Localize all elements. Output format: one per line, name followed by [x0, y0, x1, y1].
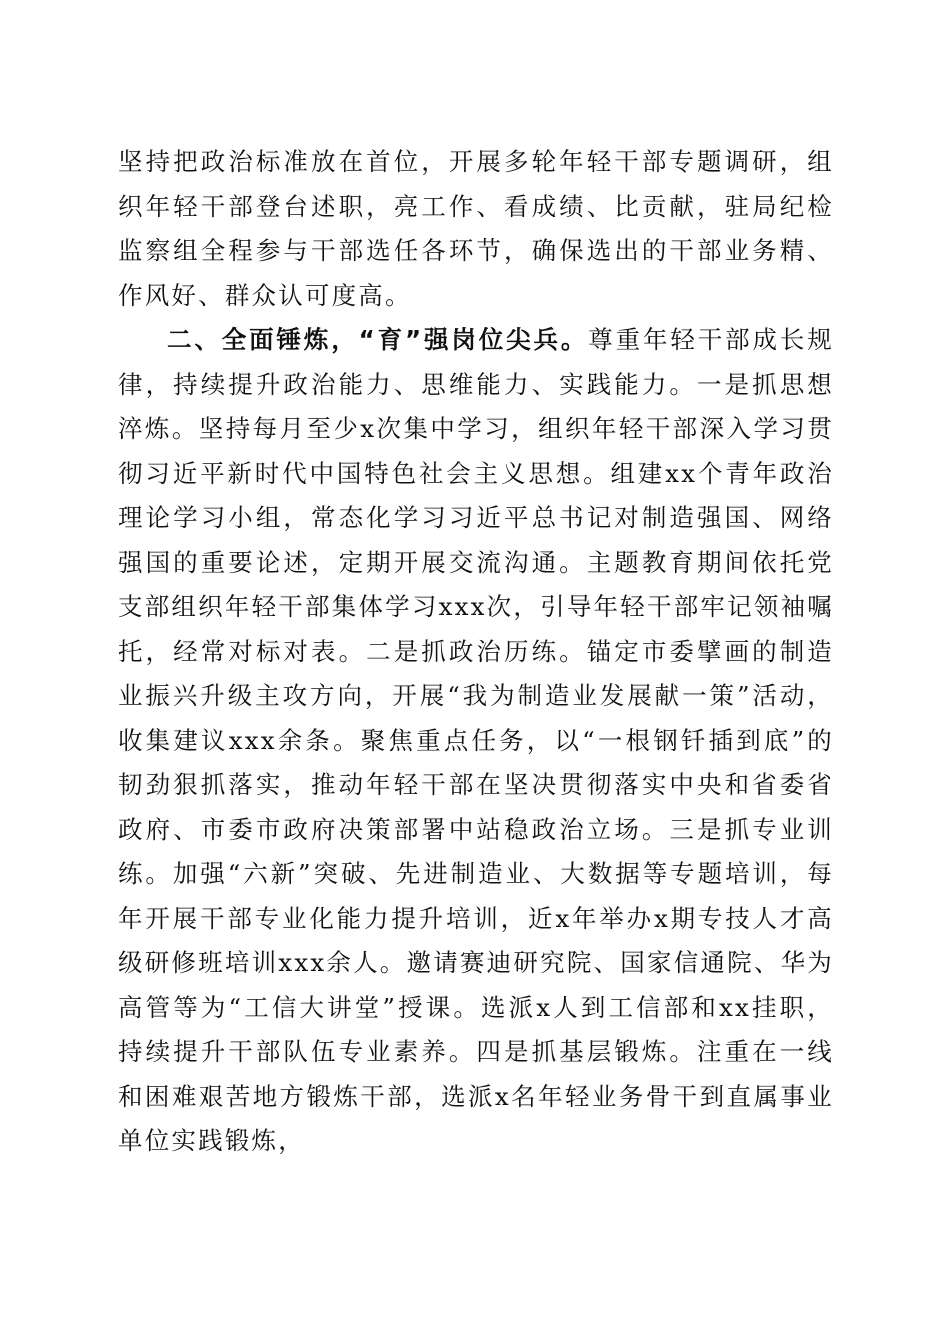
paragraph-political-standard: 坚持把政治标准放在首位，开展多轮年轻干部专题调研，组织年轻干部登台述职，亮工作、看成绩、比贡献，驻局纪检监察组全程参与干部选任各环节，确保选出的干部业务精、作风好、群众认可度高。 — [118, 147, 834, 310]
paragraph-training-body: 尊重年轻干部成长规律，持续提升政治能力、思维能力、实践能力。一是抓思想淬炼。坚持每月至少x次集中学习，组织年轻干部深入学习贯彻习近平新时代中国特色社会主义思想。组建xx个青年政治理论学习小组，常态化学习习近平总书记对制造强国、网络强国的重要论述，定期开展交流沟通。主题教育期间依托党支部组织年轻干部集体学习xxx次，引导年轻干部牢记领袖嘱托，经常对标对表。二是抓政治历练。锚定市委擘画的制造业振兴升级主攻方向，开展“我为制造业发展献一策”活动，收集建议xxx余条。聚焦重点任务，以“一根钢钎插到底”的韧劲狠抓落实，推动年轻干部在坚决贯彻落实中央和省委省政府、市委市政府决策部署中站稳政治立场。三是抓专业训练。加强“六新”突破、先进制造业、大数据等专题培训，每年开展干部专业化能力提升培训，近x年举办x期专技人才高级研修班培训xxx余人。邀请赛迪研究院、国家信通院、华为高管等为“工信大讲堂”授课。选派x人到工信部和xx挂职，持续提升干部队伍专业素养。四是抓基层锻炼。注重在一线和困难艰苦地方锻炼干部，选派x名年轻业务骨干到直属事业单位实践锻炼， — [118, 325, 834, 1155]
paragraph-training — [118, 318, 834, 1164]
document-body — [118, 140, 834, 1164]
section-heading: 二、全面锤炼，“育”强岗位尖兵。 — [167, 325, 589, 354]
